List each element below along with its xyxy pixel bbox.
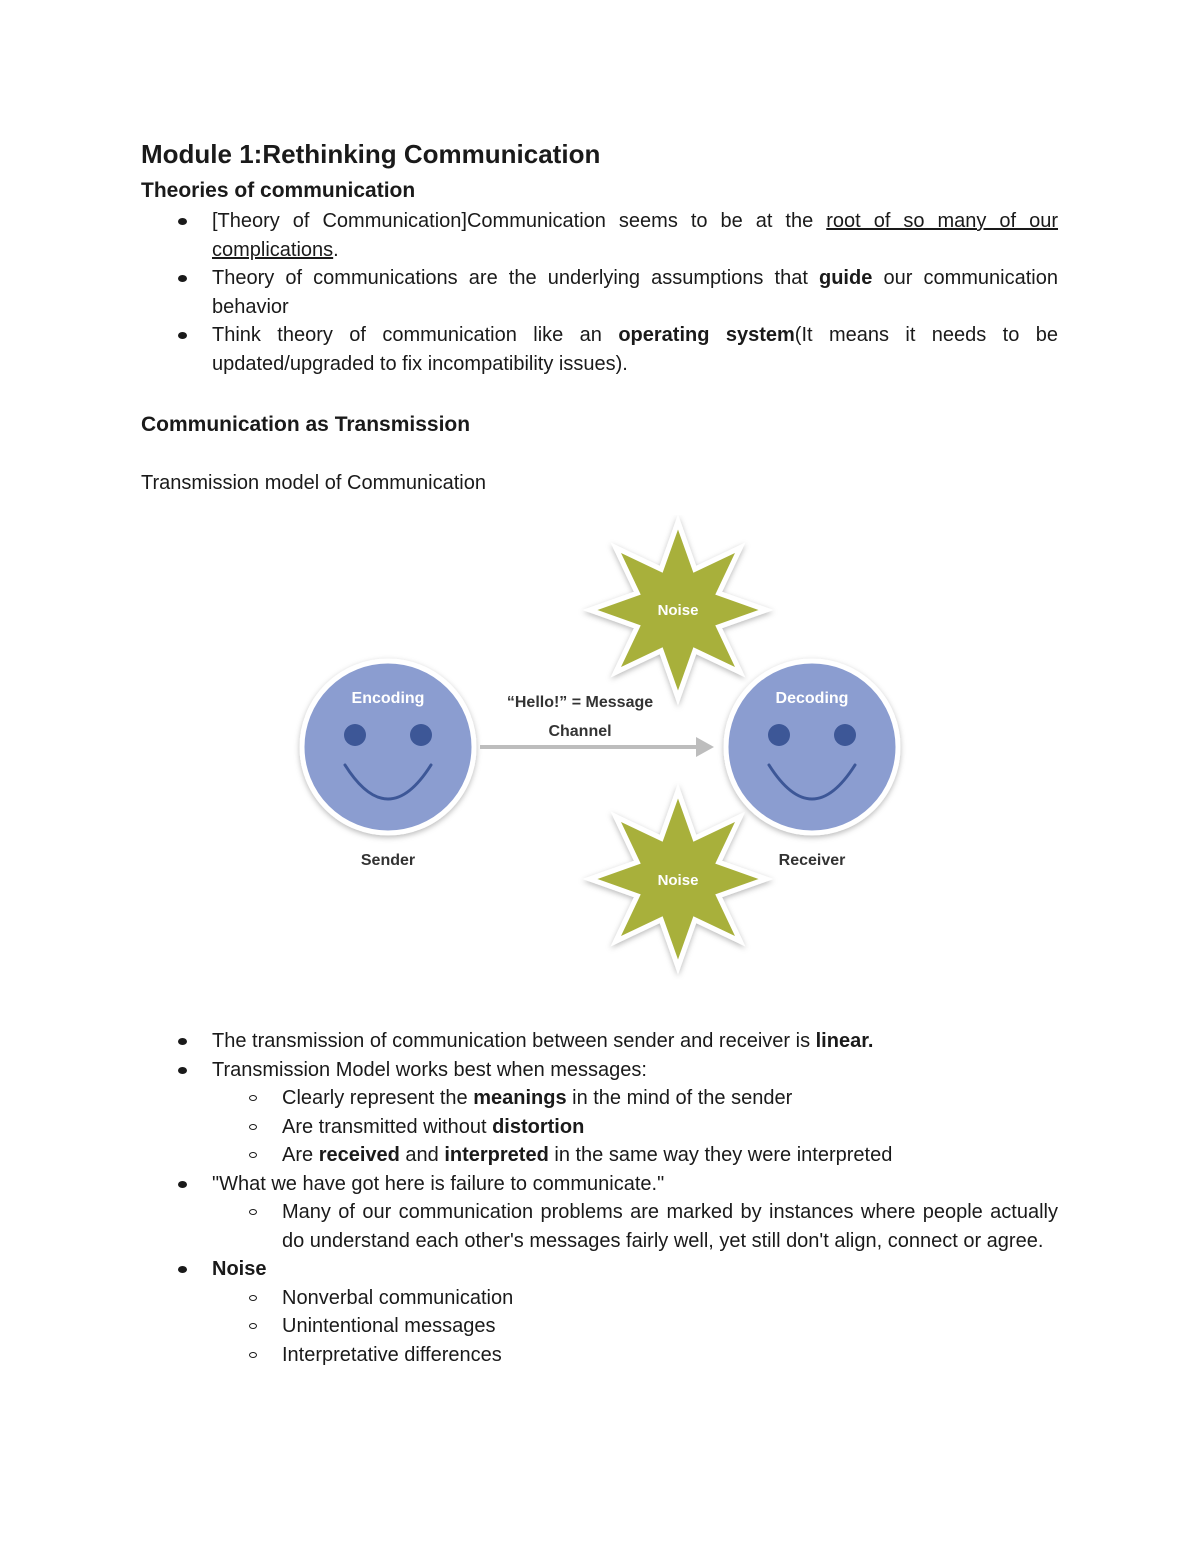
sub-list-item [141, 1341, 1058, 1370]
bold-text: interpreted [444, 1144, 549, 1166]
sub-bullet-text: Are transmitted without [282, 1115, 493, 1138]
receiver-face [726, 661, 898, 869]
noise-top-label: Noise [657, 602, 699, 619]
sub-list [212, 1198, 1058, 1255]
bullet-text: our communication behavior [212, 267, 1058, 318]
section-heading-transmission: Communication as Transmission [141, 413, 471, 436]
bullet-text: Transmission Model works best when messages: [212, 1058, 647, 1081]
sub-bullet-text: Are [282, 1144, 319, 1166]
eye-icon [344, 724, 366, 746]
sub-bullet-text: in the same way they were interpreted [548, 1144, 893, 1166]
sub-list-item [141, 1284, 1058, 1313]
smiley-face-icon [302, 661, 474, 833]
channel-label: Channel [548, 723, 612, 740]
bold-text: meanings [473, 1087, 567, 1109]
bullet-text: (It means it needs to be updated/upgraded to fix incompatibility issues). [212, 324, 1058, 375]
sub-bullet-text: Nonverbal communication [282, 1286, 514, 1309]
sub-bullet-text: Unintentional messages [282, 1315, 496, 1337]
encoding-label: Encoding [351, 690, 425, 707]
underlined-text: root of so many of our complications [212, 210, 1059, 261]
transmission-list [141, 1027, 1058, 1369]
bullet-text: . [333, 238, 339, 261]
eye-icon [768, 724, 790, 746]
bullet-text: "What we have got here is failure to communicate." [212, 1172, 665, 1195]
sub-bullet-text: and [399, 1144, 445, 1166]
page-title: Module 1:Rethinking Communication [141, 139, 601, 169]
sub-bullet-text: Clearly represent the [282, 1087, 474, 1109]
sub-list-item [141, 1312, 1058, 1341]
sub-bullet-text: in the mind of the sender [566, 1087, 793, 1109]
list-item [141, 1027, 1058, 1056]
eye-icon [834, 724, 856, 746]
bullet-text: [Theory of Communication]Communication seems to be at the [212, 210, 827, 232]
sub-list [212, 1084, 1058, 1170]
list-item [141, 264, 1058, 321]
diagram-svg [290, 515, 910, 980]
list-item [141, 1170, 1058, 1256]
list-item [141, 321, 1058, 378]
bullet-text: Think theory of communication like an [212, 324, 619, 346]
sub-list [212, 1284, 1058, 1370]
sub-bullet-text: Many of our communication problems are marked by instances where people actually do understand each other's messages fairly well, yet still don't align, connect or agree. [282, 1201, 1058, 1252]
list-item [141, 1255, 1058, 1369]
sender-face [302, 661, 474, 869]
sender-label: Sender [360, 852, 416, 869]
receiver-label: Receiver [778, 852, 846, 869]
bullet-text: The transmission of communication between sender and receiver is [212, 1030, 816, 1052]
smiley-face-icon [726, 661, 898, 833]
arrow-head-icon [696, 737, 714, 757]
noise-star-bottom [590, 791, 766, 967]
sub-bullet-text: Interpretative differences [282, 1343, 502, 1366]
bold-text: Noise [212, 1258, 267, 1280]
bold-text: distortion [492, 1115, 585, 1138]
channel-arrow [480, 694, 714, 757]
bold-text: guide [819, 267, 873, 289]
sub-list-item [141, 1084, 1058, 1113]
bullet-text: Theory of communications are the underlying assumptions that [212, 267, 819, 289]
list-item [141, 207, 1058, 264]
noise-bottom-label: Noise [657, 872, 699, 889]
transmission-diagram [290, 515, 910, 980]
decoding-label: Decoding [775, 690, 849, 707]
bold-text: linear. [815, 1030, 874, 1052]
message-label: “Hello!” = Message [506, 694, 654, 711]
sub-list-item [141, 1141, 1058, 1170]
list-item [141, 1056, 1058, 1170]
diagram-caption: Transmission model of Communication [141, 472, 486, 494]
sub-list-item [141, 1198, 1058, 1255]
bold-text: received [318, 1144, 400, 1166]
section-heading-theories: Theories of communication [141, 179, 416, 202]
bold-text: operating system [618, 324, 795, 346]
eye-icon [410, 724, 432, 746]
theories-list [141, 207, 1058, 378]
noise-star-top [590, 522, 766, 698]
sub-list-item [141, 1113, 1058, 1142]
